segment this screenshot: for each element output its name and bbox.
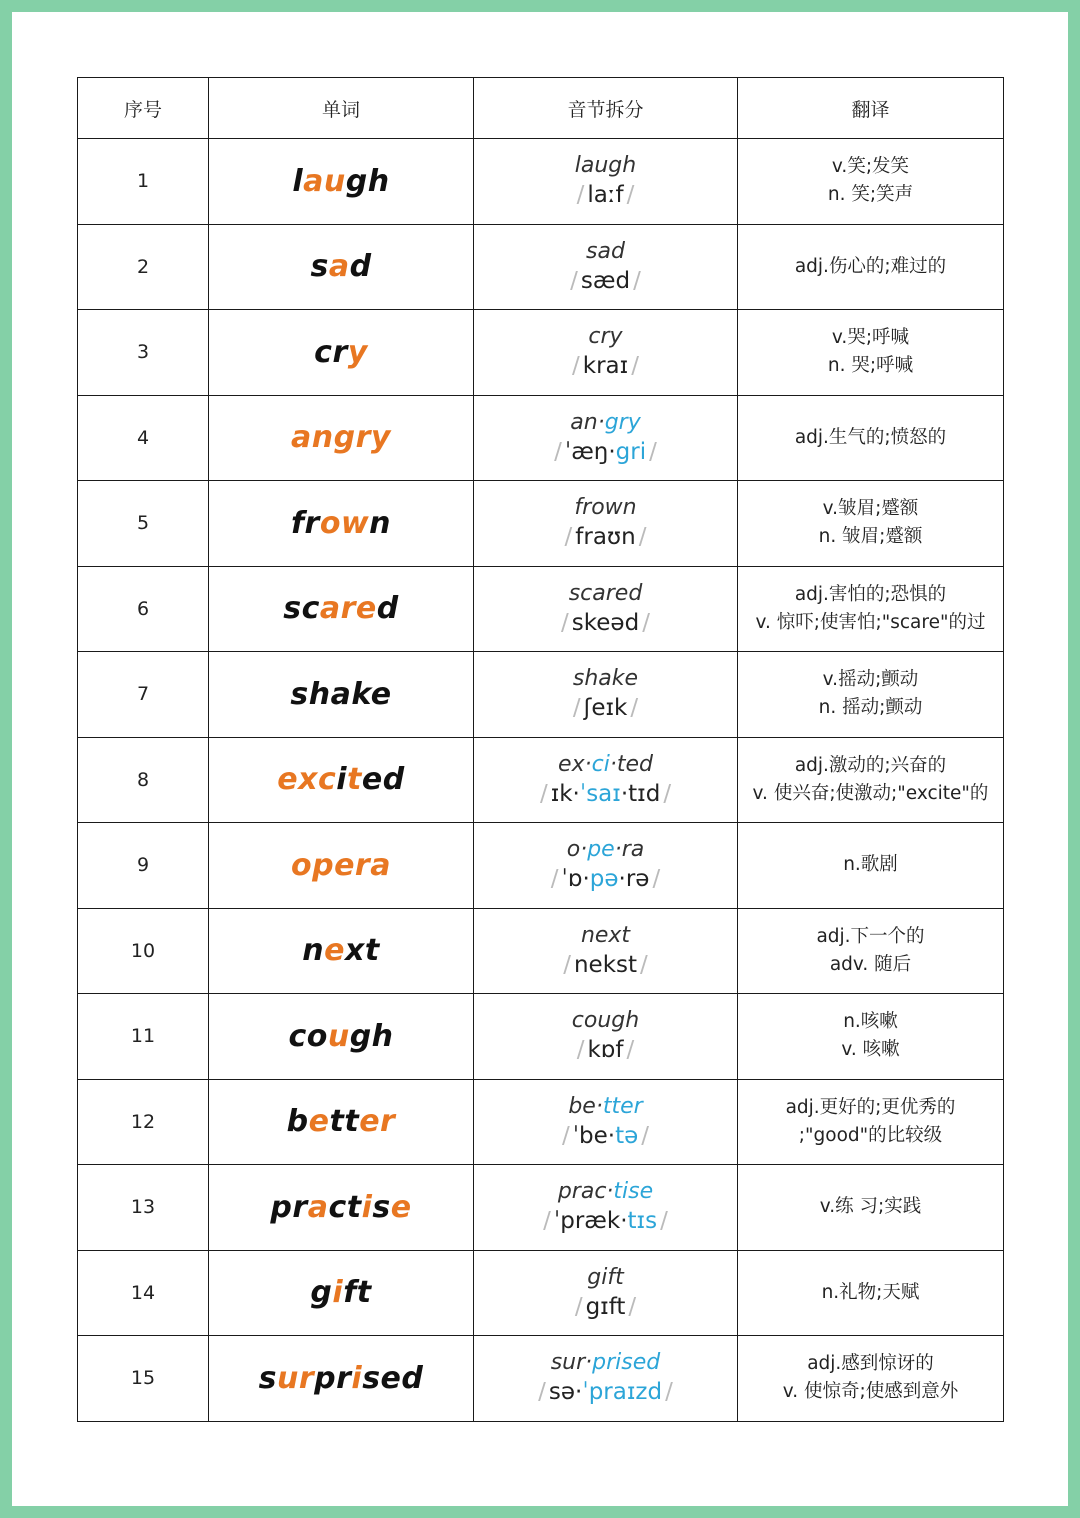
text-segment: a xyxy=(328,249,350,285)
text-segment: frown xyxy=(574,495,637,521)
english-word xyxy=(209,677,473,712)
translation-cell xyxy=(738,139,1004,225)
row-index: 9 xyxy=(78,823,209,909)
syllable-cell xyxy=(474,737,738,823)
row-index: 3 xyxy=(78,310,209,396)
word-cell xyxy=(209,823,474,909)
text-segment: co xyxy=(288,1018,328,1054)
phonetic xyxy=(474,864,737,894)
translation-line: n. 摇动;颤动 xyxy=(818,697,923,719)
row-index: 15 xyxy=(78,1336,209,1422)
slash-right: / xyxy=(628,1293,637,1320)
header-index: 序号 xyxy=(78,78,209,139)
text-segment: ·rə xyxy=(618,866,650,893)
text-segment: ˈpraɪzd xyxy=(582,1379,663,1406)
table-row xyxy=(78,310,1004,396)
slash-right: / xyxy=(665,1379,673,1406)
english-word xyxy=(209,1019,473,1054)
slash-left: / xyxy=(576,182,585,209)
row-index: 6 xyxy=(78,566,209,652)
text-segment: laːf xyxy=(587,182,624,209)
slash-left: / xyxy=(538,1379,546,1406)
text-segment: ˈæŋ· xyxy=(564,438,616,465)
text-segment: fraʊn xyxy=(575,524,636,551)
slash-right: / xyxy=(640,951,648,978)
text-segment: ˈsaɪ xyxy=(579,780,621,807)
phonetic xyxy=(474,1035,737,1065)
text-segment: gry xyxy=(604,409,641,435)
slash-right: / xyxy=(638,524,647,551)
slash-left: / xyxy=(572,695,581,722)
text-segment: gh xyxy=(349,1018,394,1054)
syllable-split xyxy=(474,1178,737,1206)
text-segment: tise xyxy=(613,1179,654,1205)
english-word xyxy=(209,762,473,797)
word-cell xyxy=(209,1336,474,1422)
translation-cell xyxy=(738,481,1004,567)
text-segment: t xyxy=(347,762,362,798)
slash-right: / xyxy=(660,1208,668,1235)
text-segment: e xyxy=(324,933,345,969)
slash-right: / xyxy=(626,1037,635,1064)
text-segment: i xyxy=(332,1275,344,1311)
row-index: 7 xyxy=(78,652,209,738)
word-cell xyxy=(209,395,474,481)
slash-left: / xyxy=(561,609,569,636)
text-segment: y xyxy=(347,334,368,370)
text-segment: o· xyxy=(566,837,588,863)
slash-left: / xyxy=(576,1037,585,1064)
slash-right: / xyxy=(652,866,661,893)
row-index: 12 xyxy=(78,1079,209,1165)
text-segment: fr xyxy=(290,505,320,541)
text-segment: ct xyxy=(328,1189,362,1225)
slash-left: / xyxy=(539,780,548,807)
text-segment: next xyxy=(580,922,631,948)
translation-line: adv. 随后 xyxy=(829,953,912,975)
word-cell xyxy=(209,224,474,310)
translation-line: adj.更好的;更优秀的 xyxy=(785,1096,956,1118)
phonetic xyxy=(474,351,737,381)
syllable-cell xyxy=(474,652,738,738)
text-segment: sur· xyxy=(550,1350,593,1376)
text-segment: prac· xyxy=(557,1179,614,1205)
row-index: 2 xyxy=(78,224,209,310)
text-segment: i xyxy=(351,1360,363,1396)
header-syllables: 音节拆分 xyxy=(474,78,738,139)
text-segment: prised xyxy=(592,1350,661,1376)
english-word xyxy=(209,848,473,883)
table-row xyxy=(78,1250,1004,1336)
text-segment: d xyxy=(349,249,372,285)
text-segment: n xyxy=(369,505,392,541)
text-segment: e xyxy=(308,1104,330,1140)
text-segment: l xyxy=(292,163,304,199)
slash-left: / xyxy=(570,267,578,294)
translation-line: ;"good"的比较级 xyxy=(798,1124,943,1146)
text-segment: s xyxy=(310,249,329,285)
translation-line: v.哭;呼喊 xyxy=(831,327,910,349)
english-word xyxy=(209,164,473,199)
table-row xyxy=(78,566,1004,652)
text-segment: tter xyxy=(602,1093,643,1119)
translation-line: adj.生气的;愤怒的 xyxy=(794,426,947,448)
header-word: 单词 xyxy=(209,78,474,139)
translation-cell xyxy=(738,994,1004,1080)
table-row xyxy=(78,994,1004,1080)
syllable-split xyxy=(474,1264,737,1292)
slash-left: / xyxy=(554,438,562,465)
slash-left: / xyxy=(561,1122,570,1149)
translation-cell xyxy=(738,310,1004,396)
table-row xyxy=(78,481,1004,567)
text-segment: ·ra xyxy=(614,837,645,863)
row-index: 1 xyxy=(78,139,209,225)
translation-cell xyxy=(738,737,1004,823)
text-segment: n xyxy=(302,933,325,969)
syllable-split xyxy=(474,751,737,779)
english-word xyxy=(209,1275,473,1310)
text-segment: opera xyxy=(291,847,391,883)
english-word xyxy=(209,420,473,455)
text-segment: ˈpræk· xyxy=(553,1208,628,1235)
syllable-split xyxy=(474,238,737,266)
english-word xyxy=(209,506,473,541)
translation-cell xyxy=(738,1165,1004,1251)
phonetic xyxy=(474,608,737,638)
word-cell xyxy=(209,908,474,994)
phonetic xyxy=(474,950,737,980)
english-word xyxy=(209,1104,473,1139)
slash-left: / xyxy=(564,524,573,551)
text-segment: gh xyxy=(345,163,390,199)
syllable-split xyxy=(474,409,737,437)
table-row xyxy=(78,737,1004,823)
row-index: 4 xyxy=(78,395,209,481)
text-segment: cr xyxy=(314,334,348,370)
text-segment: ˈɒ· xyxy=(561,866,590,893)
translation-line: adj.激动的;兴奋的 xyxy=(794,754,947,776)
text-segment: angry xyxy=(291,420,391,456)
translation-line: v. 咳嗽 xyxy=(841,1039,900,1061)
table-row xyxy=(78,1336,1004,1422)
text-segment: cry xyxy=(588,324,623,350)
phonetic xyxy=(474,1377,737,1407)
phonetic xyxy=(474,437,737,467)
slash-right: / xyxy=(626,182,635,209)
syllable-cell xyxy=(474,310,738,396)
header-translation: 翻译 xyxy=(738,78,1004,139)
syllable-split xyxy=(474,836,737,864)
table-row xyxy=(78,1165,1004,1251)
syllable-split xyxy=(474,922,737,950)
text-segment: d xyxy=(376,591,399,627)
text-segment: e xyxy=(390,1189,412,1225)
row-index: 13 xyxy=(78,1165,209,1251)
slash-left: / xyxy=(543,1208,551,1235)
word-cell xyxy=(209,994,474,1080)
text-segment: laugh xyxy=(574,153,637,179)
table-row xyxy=(78,908,1004,994)
table-row xyxy=(78,1079,1004,1165)
phonetic xyxy=(474,266,737,296)
text-segment: ·tɪd xyxy=(620,780,661,807)
translation-line: n.咳嗽 xyxy=(843,1011,898,1033)
translation-line: adj.害怕的;恐惧的 xyxy=(794,583,947,605)
translation-line: v. 使惊奇;使感到意外 xyxy=(782,1381,959,1403)
translation-line: n. 皱眉;蹙额 xyxy=(818,526,923,548)
text-segment: nekst xyxy=(573,951,638,978)
translation-cell xyxy=(738,566,1004,652)
slash-right: / xyxy=(633,267,641,294)
syllable-cell xyxy=(474,395,738,481)
table-row xyxy=(78,823,1004,909)
text-segment: pə xyxy=(589,866,619,893)
slash-left: / xyxy=(572,353,580,380)
text-segment: kraɪ xyxy=(582,353,629,380)
text-segment: skeəd xyxy=(571,609,640,636)
text-segment: s xyxy=(258,1360,277,1396)
row-index: 11 xyxy=(78,994,209,1080)
translation-line: n. 哭;呼喊 xyxy=(827,355,914,377)
text-segment: ex· xyxy=(558,751,592,777)
text-segment: shake xyxy=(572,666,639,692)
text-segment: a xyxy=(307,1189,329,1225)
syllable-cell xyxy=(474,1250,738,1336)
text-segment: gɪft xyxy=(585,1293,626,1320)
syllable-cell xyxy=(474,1336,738,1422)
english-word xyxy=(209,1190,473,1225)
text-segment: pe xyxy=(587,837,615,863)
translation-line: adj.感到惊讶的 xyxy=(807,1353,934,1375)
syllable-split xyxy=(474,1007,737,1035)
translation-cell xyxy=(738,652,1004,738)
syllable-cell xyxy=(474,994,738,1080)
slash-left: / xyxy=(550,866,559,893)
english-word xyxy=(209,591,473,626)
text-segment: sed xyxy=(362,1360,424,1396)
text-segment: cough xyxy=(571,1008,640,1034)
english-word xyxy=(209,249,473,284)
word-cell xyxy=(209,566,474,652)
text-segment: pr xyxy=(270,1189,308,1225)
text-segment: i xyxy=(361,1189,373,1225)
text-segment: ed xyxy=(361,762,405,798)
text-segment: ow xyxy=(319,505,370,541)
text-segment: gri xyxy=(615,438,647,465)
phonetic xyxy=(474,693,737,723)
english-word xyxy=(209,933,473,968)
vocabulary-table xyxy=(77,77,1004,1422)
word-cell xyxy=(209,481,474,567)
slash-right: / xyxy=(663,780,672,807)
syllable-split xyxy=(474,1093,737,1121)
slash-right: / xyxy=(641,1122,650,1149)
row-index: 14 xyxy=(78,1250,209,1336)
table-row xyxy=(78,139,1004,225)
slash-right: / xyxy=(631,353,639,380)
word-cell xyxy=(209,1165,474,1251)
translation-line: v.练 习;实践 xyxy=(819,1196,922,1218)
translation-line: v.笑;发笑 xyxy=(831,156,910,178)
text-segment: exc xyxy=(277,762,337,798)
translation-line: v.摇动;颤动 xyxy=(822,669,919,691)
text-segment: ·ted xyxy=(609,751,653,777)
table-row xyxy=(78,395,1004,481)
text-segment: shake xyxy=(290,676,392,712)
phonetic xyxy=(474,1292,737,1322)
text-segment: u xyxy=(327,1018,350,1054)
syllable-split xyxy=(474,580,737,608)
syllable-cell xyxy=(474,224,738,310)
text-segment: an· xyxy=(570,409,605,435)
syllable-split xyxy=(474,494,737,522)
slash-right: / xyxy=(649,438,657,465)
text-segment: au xyxy=(303,163,346,199)
syllable-split xyxy=(474,1349,737,1377)
translation-cell xyxy=(738,908,1004,994)
text-segment: ʃeɪk xyxy=(583,695,628,722)
translation-cell xyxy=(738,224,1004,310)
text-segment: sad xyxy=(586,238,625,264)
syllable-split xyxy=(474,152,737,180)
text-segment: ur xyxy=(276,1360,315,1396)
text-segment: kɒf xyxy=(587,1037,624,1064)
syllable-cell xyxy=(474,908,738,994)
syllable-cell xyxy=(474,566,738,652)
english-word xyxy=(209,1361,473,1396)
text-segment: tɪs xyxy=(627,1208,658,1235)
syllable-cell xyxy=(474,481,738,567)
word-cell xyxy=(209,737,474,823)
phonetic xyxy=(474,180,737,210)
row-index: 5 xyxy=(78,481,209,567)
text-segment: be· xyxy=(568,1093,603,1119)
syllable-split xyxy=(474,323,737,351)
text-segment: tt xyxy=(329,1104,360,1140)
syllable-cell xyxy=(474,823,738,909)
syllable-cell xyxy=(474,1165,738,1251)
text-segment: sc xyxy=(283,591,320,627)
slash-left: / xyxy=(563,951,571,978)
translation-line: v. 使兴奋;使激动;"excite"的 xyxy=(752,782,989,804)
translation-line: v.皱眉;蹙额 xyxy=(822,498,919,520)
phonetic xyxy=(474,1121,737,1151)
translation-cell xyxy=(738,823,1004,909)
translation-line: adj.伤心的;难过的 xyxy=(794,255,947,277)
slash-left: / xyxy=(574,1293,583,1320)
translation-line: v. 惊吓;使害怕;"scare"的过 xyxy=(755,611,986,633)
english-word xyxy=(209,335,473,370)
word-cell xyxy=(209,1079,474,1165)
text-segment: gift xyxy=(587,1264,624,1290)
text-segment: xt xyxy=(345,933,380,969)
phonetic xyxy=(474,522,737,552)
syllable-cell xyxy=(474,1079,738,1165)
word-cell xyxy=(209,310,474,396)
text-segment: ɪk· xyxy=(550,780,580,807)
text-segment: i xyxy=(336,762,348,798)
word-cell xyxy=(209,139,474,225)
translation-cell xyxy=(738,395,1004,481)
text-segment: ˈbe· xyxy=(572,1122,616,1149)
translation-line: n. 笑;笑声 xyxy=(827,184,914,206)
translation-cell xyxy=(738,1250,1004,1336)
translation-line: n.礼物;天赋 xyxy=(821,1281,920,1303)
word-cell xyxy=(209,1250,474,1336)
phonetic xyxy=(474,779,737,809)
translation-line: n.歌剧 xyxy=(843,854,898,876)
row-index: 8 xyxy=(78,737,209,823)
slash-right: / xyxy=(642,609,650,636)
text-segment: b xyxy=(286,1104,309,1140)
text-segment: sə· xyxy=(548,1379,583,1406)
translation-cell xyxy=(738,1336,1004,1422)
text-segment: g xyxy=(310,1275,333,1311)
text-segment: scared xyxy=(568,580,643,606)
text-segment: ft xyxy=(343,1275,372,1311)
translation-cell xyxy=(738,1079,1004,1165)
worksheet-page xyxy=(12,12,1068,1506)
syllable-split xyxy=(474,665,737,693)
text-segment: tə xyxy=(615,1122,639,1149)
text-segment: are xyxy=(319,591,377,627)
text-segment: er xyxy=(359,1104,396,1140)
text-segment: sæd xyxy=(580,267,631,294)
table-row xyxy=(78,224,1004,310)
header-row xyxy=(78,78,1004,139)
text-segment: s xyxy=(372,1189,391,1225)
table-row xyxy=(78,652,1004,738)
text-segment: pr xyxy=(314,1360,352,1396)
slash-right: / xyxy=(630,695,639,722)
row-index: 10 xyxy=(78,908,209,994)
translation-line: adj.下一个的 xyxy=(816,925,925,947)
text-segment: ci xyxy=(591,751,610,777)
phonetic xyxy=(474,1206,737,1236)
syllable-cell xyxy=(474,139,738,225)
word-cell xyxy=(209,652,474,738)
